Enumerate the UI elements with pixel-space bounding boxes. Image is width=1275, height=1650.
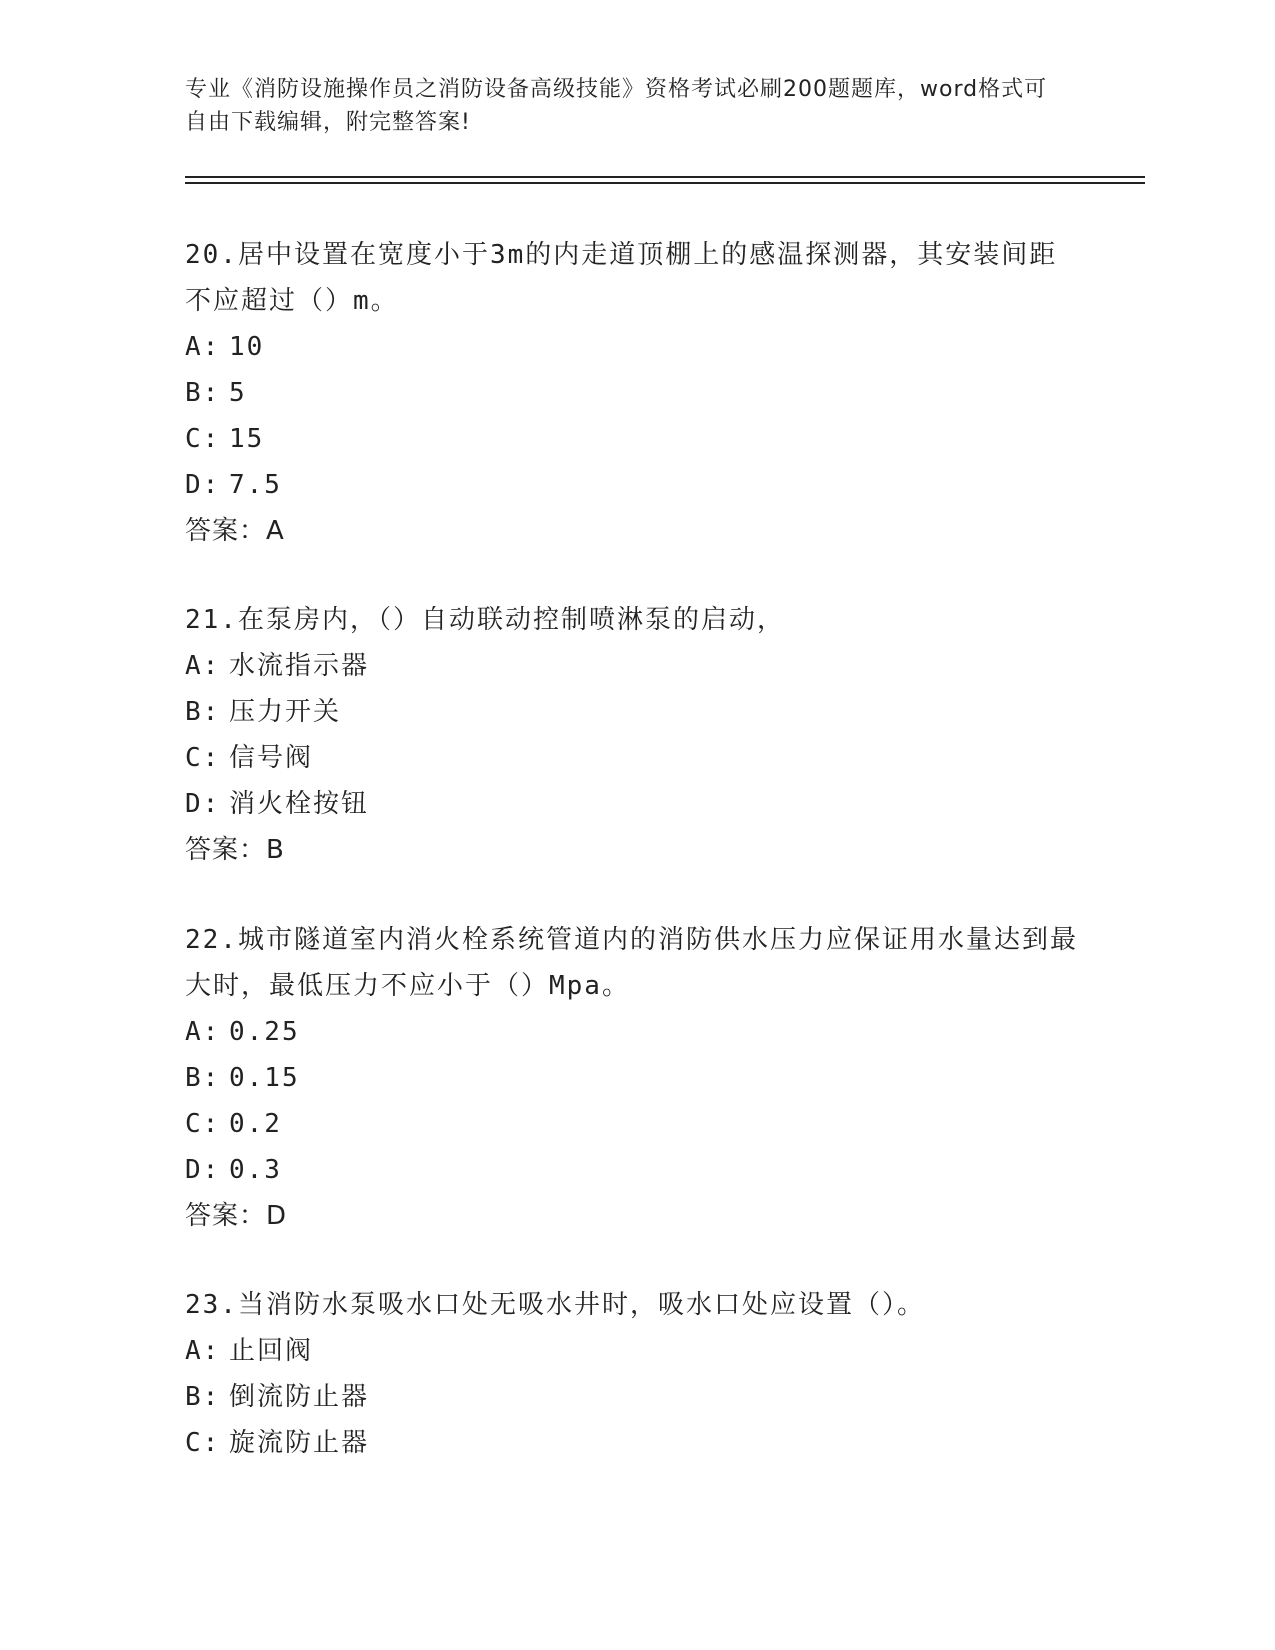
question-stem: 23.当消防水泵吸水口处无吸水井时，吸水口处应设置（）。 [185,1290,925,1320]
option-a [185,324,1085,370]
option-letter: A: [185,332,221,362]
option-b [185,1055,1085,1101]
option-d [185,462,1085,508]
option-letter: D: [185,789,221,819]
question-21 [185,597,1085,873]
option-text: 止回阀 [229,1336,314,1366]
option-text: 0.15 [229,1063,300,1093]
option-c [185,416,1085,462]
option-b [185,370,1085,416]
option-c [185,735,1085,781]
answer-line: 答案：A [185,516,285,546]
document-header [185,73,1065,139]
question-20 [185,232,1085,554]
question-stem: 20.居中设置在宽度小于3m的内走道顶棚上的感温探测器，其安装间距不应超过（）m。 [185,240,1058,316]
option-a [185,643,1085,689]
option-text: 7.5 [229,470,282,500]
option-text: 0.2 [229,1109,282,1139]
question-23 [185,1282,1085,1466]
answer-line: 答案：B [185,835,285,865]
answer-line: 答案：D [185,1201,288,1231]
option-text: 0.3 [229,1155,282,1185]
option-letter: A: [185,651,221,681]
option-letter: C: [185,424,221,454]
option-d [185,1147,1085,1193]
option-text: 10 [229,332,265,362]
option-letter: C: [185,1428,221,1458]
option-text: 5 [229,378,247,408]
question-22 [185,917,1085,1239]
option-letter: A: [185,1336,221,1366]
option-text: 0.25 [229,1017,300,1047]
option-c [185,1101,1085,1147]
option-letter: A: [185,1017,221,1047]
option-text: 水流指示器 [229,651,370,681]
option-letter: D: [185,1155,221,1185]
option-letter: C: [185,743,221,773]
option-letter: B: [185,378,221,408]
option-a [185,1328,1085,1374]
option-letter: B: [185,1382,221,1412]
option-text: 消火栓按钮 [229,789,370,819]
option-letter: C: [185,1109,221,1139]
option-text: 旋流防止器 [229,1428,370,1458]
option-a [185,1009,1085,1055]
header-title: 专业《消防设施操作员之消防设备高级技能》资格考试必刷200题题库，word格式可自由下载编辑，附完整答案! [185,77,1048,135]
option-letter: B: [185,697,221,727]
header-divider-bottom [185,182,1145,184]
header-divider-top [185,176,1145,178]
question-stem: 22.城市隧道室内消火栓系统管道内的消防供水压力应保证用水量达到最大时，最低压力不应小于（）Mpa。 [185,925,1078,1001]
option-letter: B: [185,1063,221,1093]
option-text: 信号阀 [229,743,314,773]
question-stem: 21.在泵房内，（）自动联动控制喷淋泵的启动， [185,605,785,635]
option-b [185,689,1085,735]
option-text: 15 [229,424,265,454]
option-b [185,1374,1085,1420]
option-d [185,781,1085,827]
option-text: 压力开关 [229,697,342,727]
option-text: 倒流防止器 [229,1382,370,1412]
option-c [185,1420,1085,1466]
option-letter: D: [185,470,221,500]
